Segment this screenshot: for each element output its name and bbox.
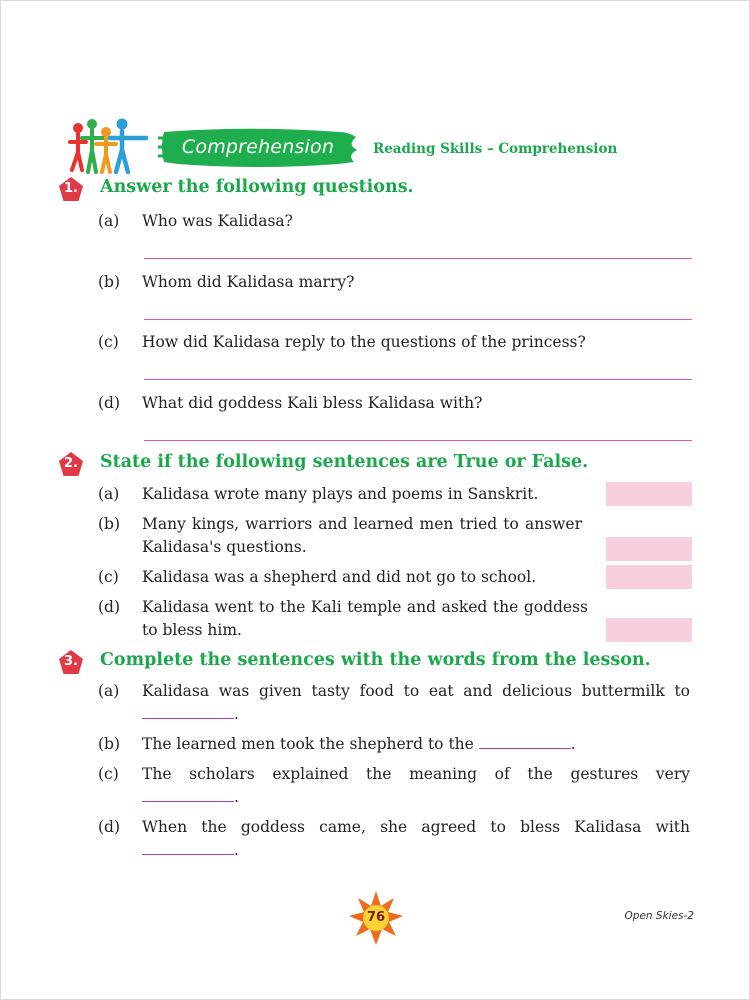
statement-letter: (d) [98, 598, 121, 616]
question-text: How did Kalidasa reply to the questions of the princess? [142, 333, 586, 351]
sentence-letter: (c) [98, 765, 119, 783]
true-false-answer-box[interactable] [606, 537, 692, 561]
question-letter: (b) [98, 273, 121, 291]
sentence-text [142, 733, 690, 756]
statement-text: Kalidasa wrote many plays and poems in Sanskrit. [142, 485, 539, 503]
section-number: 3. [64, 654, 78, 669]
question-letter: (a) [98, 212, 120, 230]
statement-letter: (b) [98, 515, 121, 533]
sentence-text [142, 680, 690, 726]
section-heading [58, 176, 698, 204]
question-letter: (c) [98, 333, 119, 351]
statement-text: Many kings, warriors and learned men tried to answer Kalidasa's questions. [142, 515, 582, 556]
children-holding-hands-icon [60, 118, 155, 176]
fill-in-blank[interactable] [142, 704, 234, 719]
answer-line[interactable] [144, 440, 692, 441]
section-title: Complete the sentences with the words from the lesson. [100, 650, 651, 670]
section-number: 2. [64, 456, 78, 471]
fill-in-blank[interactable] [142, 787, 234, 802]
sentence-start: Kalidasa was given tasty food to eat and delicious buttermilk to [142, 682, 690, 700]
answer-line[interactable] [144, 258, 692, 259]
question-text: Whom did Kalidasa marry? [142, 273, 355, 291]
true-false-answer-box[interactable] [606, 618, 692, 642]
question-text: Who was Kalidasa? [142, 212, 293, 230]
question-text: What did goddess Kali bless Kalidasa with? [142, 394, 483, 412]
true-false-answer-box[interactable] [606, 565, 692, 589]
statement-text: Kalidasa was a shepherd and did not go to school. [142, 568, 537, 586]
sentence-end: . [234, 788, 239, 806]
sentence-start: The scholars explained the meaning of the gestures very [142, 765, 690, 783]
sentence-end: . [234, 705, 239, 723]
section-complete-sentences [58, 649, 698, 859]
section-answer-questions [58, 176, 698, 412]
banner-label: Comprehension [181, 136, 335, 158]
sentence-text [142, 763, 690, 809]
fill-in-blank[interactable] [479, 734, 571, 749]
section-heading [58, 649, 698, 677]
fill-in-blank[interactable] [142, 840, 234, 855]
sentence-start: When the goddess came, she agreed to bless Kalidasa with [142, 818, 690, 836]
header-subtitle: Reading Skills – Comprehension [373, 141, 618, 157]
section-title: State if the following sentences are True or False. [100, 452, 589, 472]
section-number: 1. [64, 181, 78, 196]
sentence-end: . [234, 841, 239, 859]
statement-letter: (c) [98, 568, 119, 586]
statement-text: Kalidasa went to the Kali temple and asked the goddess to bless him. [142, 598, 588, 639]
section-heading [58, 451, 698, 479]
true-false-answer-box[interactable] [606, 482, 692, 506]
page-number: 76 [366, 910, 386, 925]
sentence-text [142, 816, 690, 862]
section-header [60, 118, 700, 178]
answer-line[interactable] [144, 319, 692, 320]
answer-line[interactable] [144, 379, 692, 380]
sentence-letter: (a) [98, 682, 120, 700]
sentence-letter: (b) [98, 735, 121, 753]
book-title: Open Skies-2 [624, 910, 694, 922]
section-true-false [58, 451, 698, 639]
sentence-letter: (d) [98, 818, 121, 836]
section-title: Answer the following questions. [100, 177, 414, 197]
statement-letter: (a) [98, 485, 120, 503]
question-letter: (d) [98, 394, 121, 412]
sentence-end: . [570, 735, 576, 753]
sentence-start: The learned men took the shepherd to the [142, 735, 479, 753]
